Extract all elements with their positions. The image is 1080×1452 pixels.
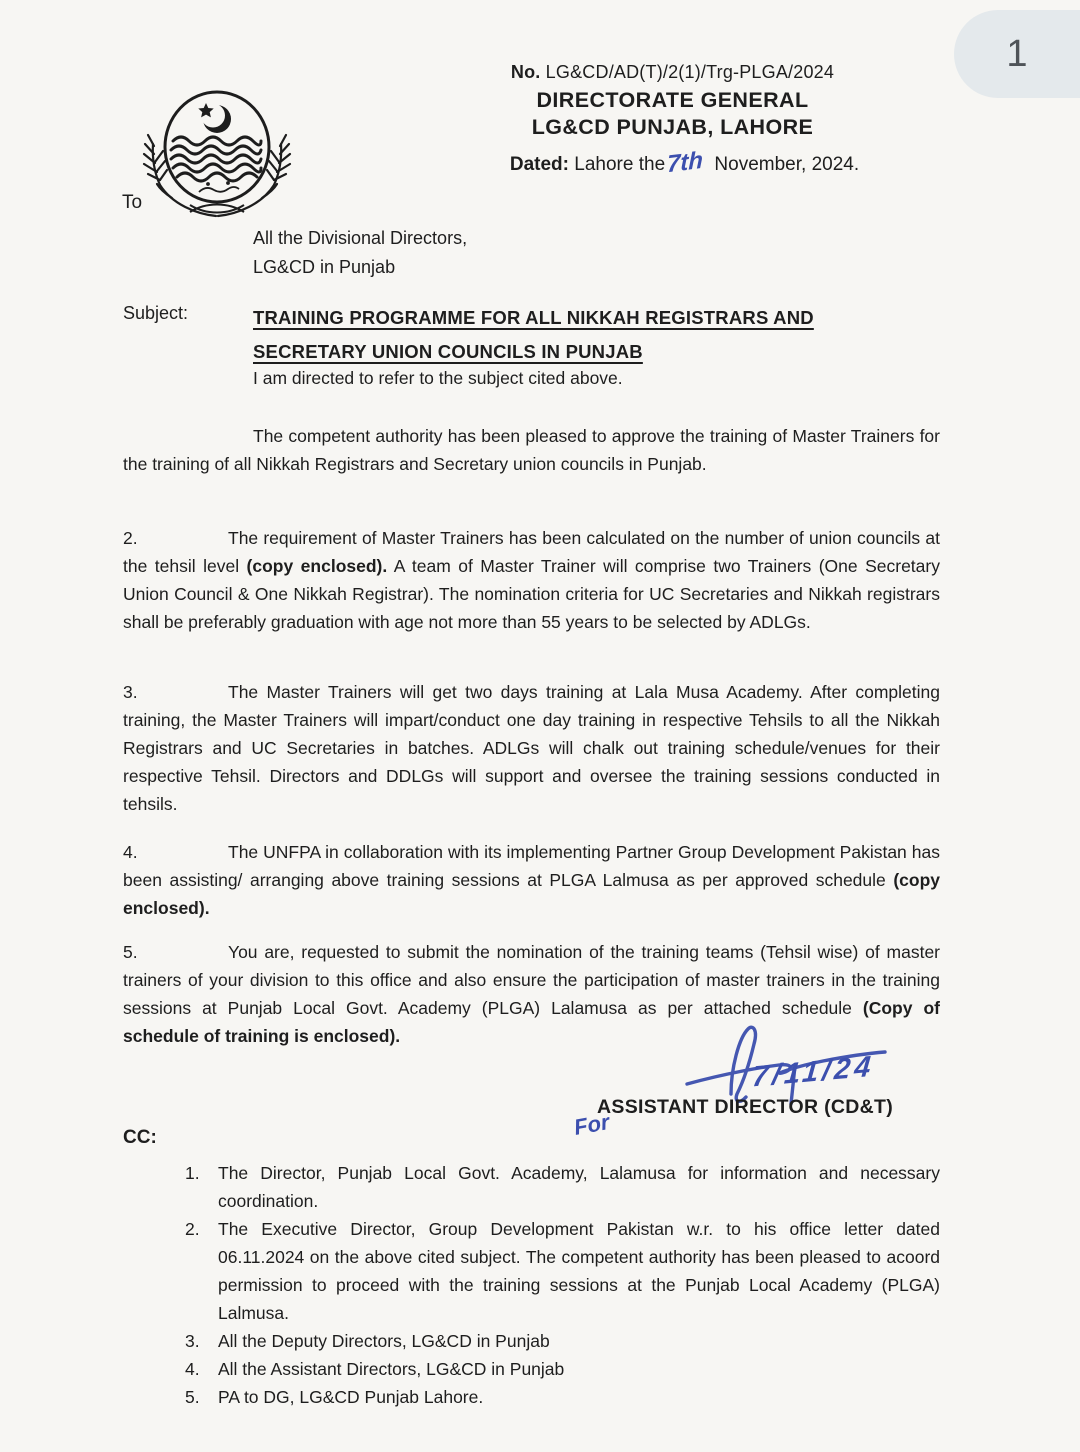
paragraph-5-text: You are, requested to submit the nomination of the training teams (Tehsil wise) of master trainers of your division to this office and also ensure the participation of master trainers in the training sessions at Punjab Local Govt. Academy (PLGA) Lalamusa as per attached schedule — [123, 941, 940, 1018]
cc-item-2-number: 2. — [185, 1219, 200, 1239]
subject-text — [253, 301, 940, 369]
handwritten-for: For — [572, 1109, 612, 1140]
paragraph-5-bold: (Copy of schedule of training is enclosed). — [123, 997, 940, 1046]
paragraph-4 — [123, 838, 940, 922]
recipient-line2: LG&CD in Punjab — [253, 257, 396, 277]
handwritten-date: 7/11/24 — [750, 1050, 876, 1094]
cc-item-2-text: The Executive Director, Group Development Pakistan w.r. to his office letter dated 06.11.2024 on the above cited subject. The competent authority has been pleased to acoord permission to proceed with the training sessions at the Punjab Local Academy (PLGA) Lalmusa. — [218, 1219, 940, 1323]
paragraph-3 — [123, 678, 940, 818]
dated-month-year: November, 2024. — [709, 154, 860, 175]
page-number: 1 — [1006, 32, 1028, 75]
subject-line1: TRAINING PROGRAMME FOR ALL NIKKAH REGISTRARS AND — [253, 307, 814, 328]
letterhead — [400, 62, 945, 177]
paragraph-4-number: 4. — [123, 841, 138, 862]
subject-row — [123, 301, 940, 369]
paragraph-2-bold: (copy enclosed). — [246, 555, 388, 576]
handwritten-day: 7th — [667, 146, 704, 179]
cc-list — [185, 1159, 940, 1411]
intro-line: I am directed to refer to the subject cited above. — [253, 368, 623, 388]
paragraph-3-text: The Master Trainers will get two days training at Lala Musa Academy. After completing training, the Master Trainers will impart/conduct one day training in respective Tehsils to all the Nikkah Registrars and UC Secretaries in batches. ADLGs will chalk out training schedule/venues for their respective Tehsil. Directors and DDLGs will support and oversee the training sessions conducted in tehsils. — [123, 681, 940, 814]
recipient-line1: All the Divisional Directors, — [253, 228, 468, 248]
cc-item-4-number: 4. — [185, 1359, 200, 1379]
paragraph-1: The competent authority has been pleased to approve the training of Master Trainers for the training of all Nikkah Registrars and Secretary union councils in Punjab. — [123, 425, 940, 474]
paragraph-2 — [123, 524, 940, 636]
paragraph-2-text-cont: A team of Master Trainer will comprise two Trainers (One Secretary Union Council & One Nikkah Registrar). The nomination criteria for UC Secretaries and Nikkah registrars shall be preferably graduation with age not more than 55 years to be selected by ADLGs. — [123, 555, 940, 632]
punjab-government-emblem-icon — [110, 88, 324, 222]
paragraph-4-text: The UNFPA in collaboration with its implementing Partner Group Development Pakistan has been assisting/ arranging above training sessions at PLGA Lalmusa as per approved schedule — [123, 841, 940, 890]
cc-item-1-number: 1. — [185, 1163, 200, 1183]
date-line — [412, 146, 957, 179]
cc-item-1 — [185, 1159, 940, 1215]
reference-number-line — [400, 62, 945, 83]
paragraph-2-number: 2. — [123, 527, 138, 548]
cc-item-3-number: 3. — [185, 1331, 200, 1351]
org-name-line2: LG&CD PUNJAB, LAHORE — [531, 115, 814, 139]
cc-item-5-number: 5. — [185, 1387, 200, 1407]
subject-line2: SECRETARY UNION COUNCILS IN PUNJAB — [253, 341, 643, 362]
paragraph-5-number: 5. — [123, 941, 138, 962]
to-label: To — [122, 192, 143, 213]
dated-label: Dated: — [509, 154, 569, 175]
subject-label: Subject: — [123, 303, 189, 323]
ref-number: LG&CD/AD(T)/2(1)/Trg-PLGA/2024 — [540, 62, 835, 82]
cc-item-1-text: The Director, Punjab Local Govt. Academy, Lalamusa for information and necessary coordination. — [218, 1163, 940, 1211]
cc-item-3-text: All the Deputy Directors, LG&CD in Punjab — [218, 1331, 550, 1351]
page-number-badge — [954, 10, 1080, 98]
cc-item-4 — [185, 1355, 940, 1383]
signatory-designation: ASSISTANT DIRECTOR (CD&T) — [597, 1096, 894, 1118]
cc-item-4-text: All the Assistant Directors, LG&CD in Punjab — [218, 1359, 565, 1379]
cc-item-5 — [185, 1383, 940, 1411]
cc-item-3 — [185, 1327, 940, 1355]
paragraph-2-text: The requirement of Master Trainers has been calculated on the number of union councils at the tehsil level — [123, 527, 940, 576]
ref-label: No. — [510, 62, 541, 82]
org-name-line1: DIRECTORATE GENERAL — [536, 88, 809, 112]
paragraph-4-bold: (copy enclosed). — [123, 869, 940, 918]
cc-item-5-text: PA to DG, LG&CD Punjab Lahore. — [218, 1387, 484, 1407]
recipient-block — [253, 224, 467, 282]
paragraph-3-number: 3. — [123, 681, 138, 702]
cc-item-2 — [185, 1215, 940, 1327]
cc-label: CC: — [123, 1127, 157, 1148]
dated-place: Lahore the — [569, 154, 666, 175]
